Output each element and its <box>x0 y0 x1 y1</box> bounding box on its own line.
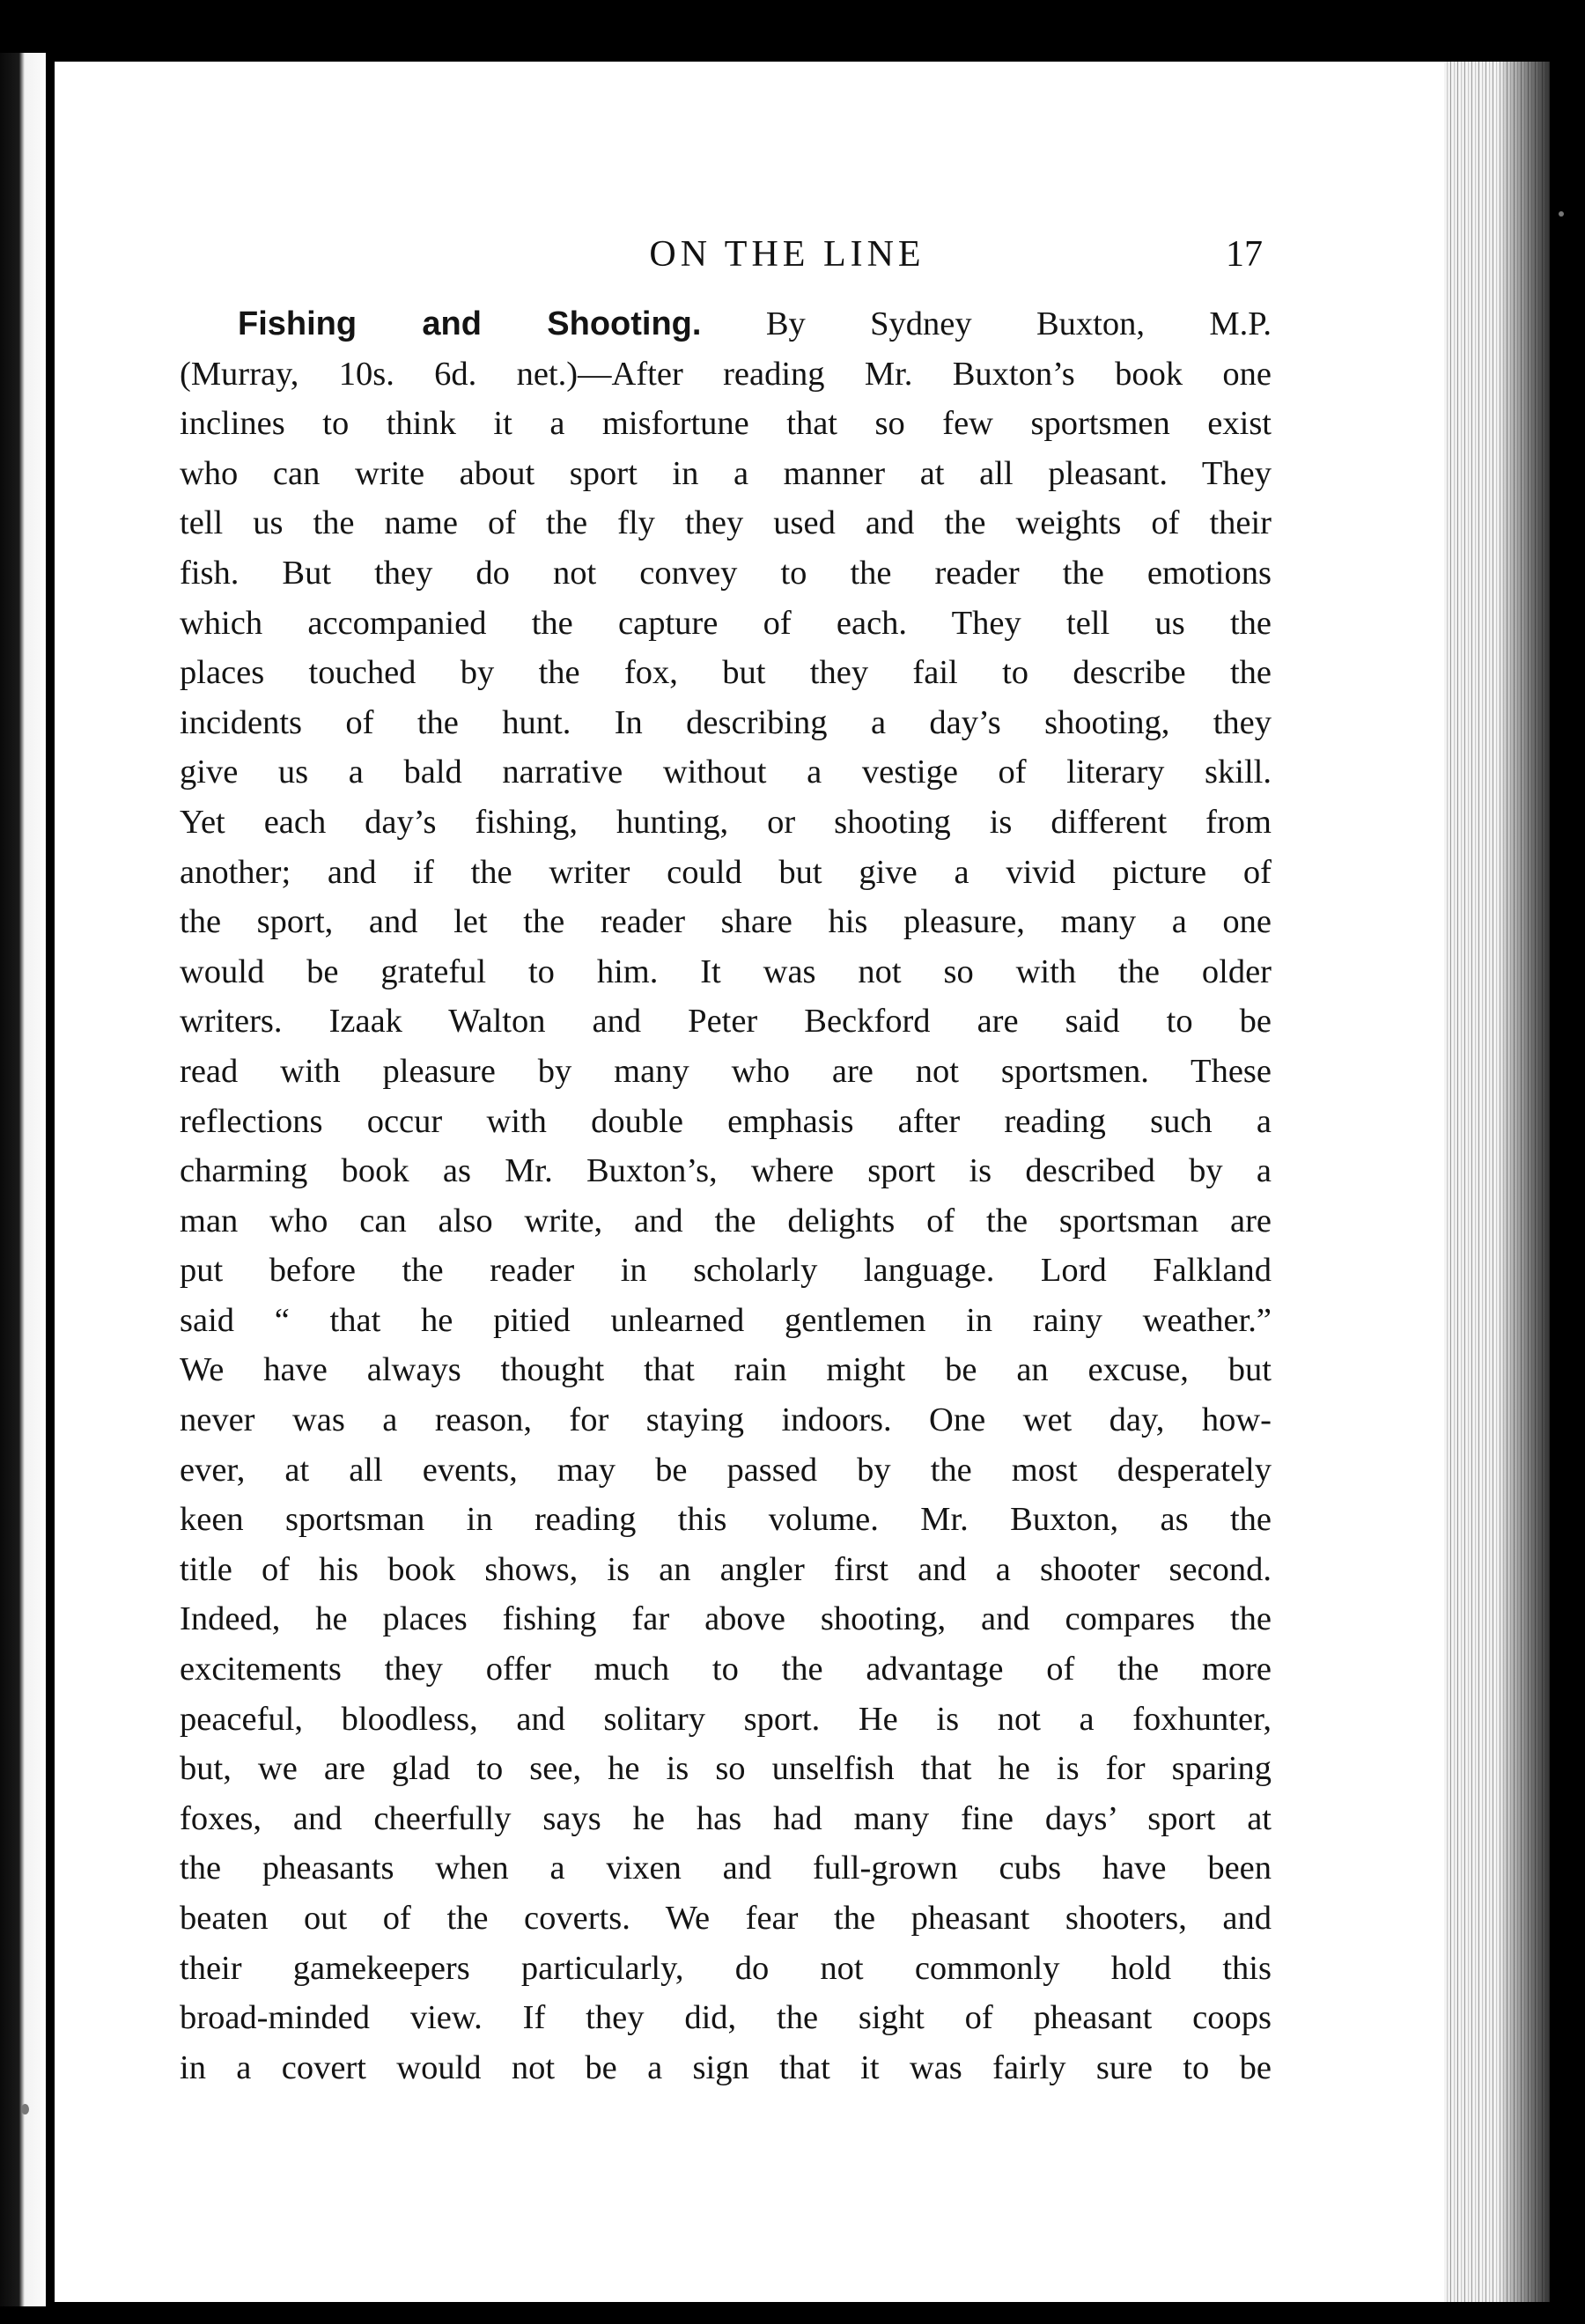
page-number: 17 <box>1226 234 1263 275</box>
text-line: put before the reader in scholarly language. Lord Falkland <box>180 1252 1272 1290</box>
text-line: foxes, and cheerfully says he has had many fine days’ sport at <box>180 1799 1272 1837</box>
text-line: beaten out of the coverts. We fear the pheasant shooters, and <box>180 1900 1272 1937</box>
text-line: tell us the name of the fly they used and the weights of their <box>180 504 1272 542</box>
page-stack-edge <box>1444 62 1550 2302</box>
body-text <box>180 299 1272 2092</box>
text-line: the sport, and let the reader share his pleasure, many a one <box>180 903 1272 941</box>
text-line: said “ that he pitied unlearned gentlemen in rainy weather.” <box>180 1301 1272 1339</box>
text-line: man who can also write, and the delights of the sportsman are <box>180 1202 1272 1239</box>
text-line <box>180 299 1272 349</box>
text-line: places touched by the fox, but they fail to describe the <box>180 654 1272 692</box>
text-line-rest: By Sydney Buxton, M.P. <box>701 305 1272 342</box>
gutter-shadow <box>46 53 55 2306</box>
text-line: another; and if the writer could but give a vivid picture of <box>180 853 1272 891</box>
text-line: fish. But they do not convey to the reader the emotions <box>180 554 1272 592</box>
scan-speck <box>1559 211 1564 217</box>
text-line: give us a bald narrative without a vestige of literary skill. <box>180 754 1272 791</box>
text-line: but, we are glad to see, he is so unselfish that he is for sparing <box>180 1750 1272 1788</box>
text-line: (Murray, 10s. 6d. net.)—After reading Mr. Buxton’s book one <box>180 355 1272 393</box>
text-line: would be grateful to him. It was not so with the older <box>180 952 1272 990</box>
text-line: Yet each day’s fishing, hunting, or shooting is different from <box>180 803 1272 841</box>
text-line: excitements they offer much to the advantage of the more <box>180 1651 1272 1688</box>
text-line: who can write about sport in a manner at all pleasant. They <box>180 454 1272 492</box>
text-line: never was a reason, for staying indoors. One wet day, how- <box>180 1401 1272 1439</box>
text-line: charming book as Mr. Buxton’s, where sport is described by a <box>180 1152 1272 1190</box>
text-line: in a covert would not be a sign that it was fairly sure to be <box>180 2048 1272 2086</box>
text-line: title of his book shows, is an angler first and a shooter second. <box>180 1550 1272 1588</box>
text-line: We have always thought that rain might be an excuse, but <box>180 1351 1272 1389</box>
text-line: which accompanied the capture of each. They tell us the <box>180 604 1272 642</box>
text-line: peaceful, bloodless, and solitary sport. He is not a foxhunter, <box>180 1700 1272 1738</box>
running-title: ON THE LINE <box>649 234 925 275</box>
text-line: writers. Izaak Walton and Peter Beckford are said to be <box>180 1003 1272 1041</box>
text-line: their gamekeepers particularly, do not commonly hold this <box>180 1949 1272 1987</box>
text-line: Indeed, he places fishing far above shooting, and compares the <box>180 1600 1272 1638</box>
text-line: reflections occur with double emphasis after reading such a <box>180 1102 1272 1140</box>
book-page <box>55 62 1444 2302</box>
text-line: the pheasants when a vixen and full-grown cubs have been <box>180 1850 1272 1887</box>
text-line: keen sportsman in reading this volume. Mr. Buxton, as the <box>180 1501 1272 1539</box>
scan-speck <box>21 2104 29 2114</box>
text-line: incidents of the hunt. In describing a day’s shooting, they <box>180 703 1272 741</box>
entry-title: Fishing and Shooting. <box>238 305 702 342</box>
text-line: ever, at all events, may be passed by the most desperately <box>180 1451 1272 1489</box>
running-head <box>55 233 1444 286</box>
text-line: inclines to think it a misfortune that so few sportsmen exist <box>180 405 1272 443</box>
text-line: broad-minded view. If they did, the sight of pheasant coops <box>180 1999 1272 2037</box>
text-line: read with pleasure by many who are not sportsmen. These <box>180 1052 1272 1090</box>
